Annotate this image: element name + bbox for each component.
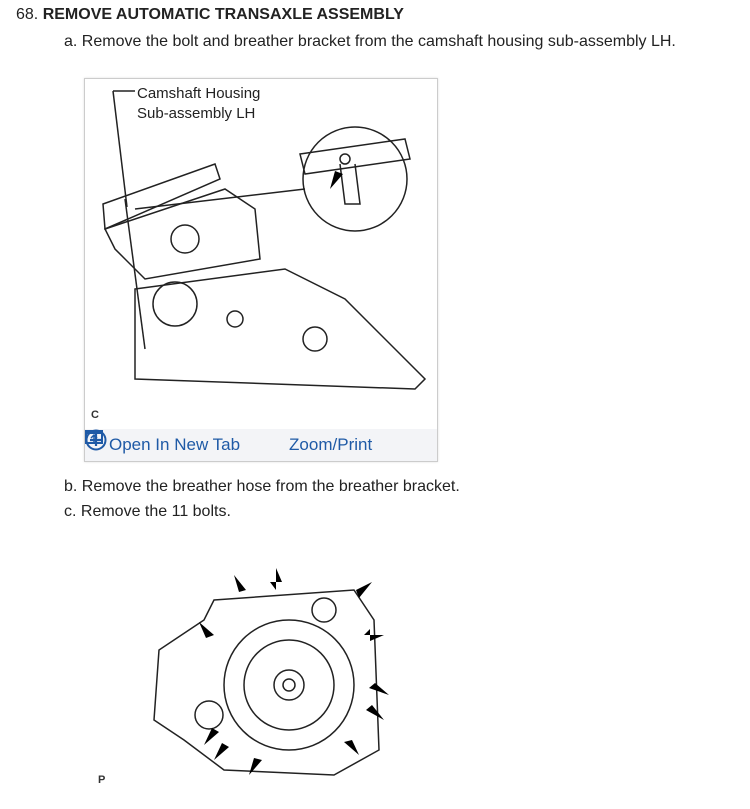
figure-code: P (98, 774, 106, 786)
figure-toolbar (85, 429, 437, 461)
figure-transaxle-bolts (84, 560, 436, 800)
transaxle-diagram (84, 560, 436, 800)
heading-title: REMOVE AUTOMATIC TRANSAXLE ASSEMBLY (42, 6, 404, 23)
callout-label: Camshaft Housing (137, 85, 261, 102)
open-in-new-tab-label: Open In New Tab (109, 435, 241, 454)
engine-diagram (85, 79, 437, 429)
open-in-new-tab-link[interactable] (99, 435, 240, 455)
zoom-print-label: Zoom/Print (289, 435, 373, 454)
figure-code: C (91, 409, 99, 421)
figure-camshaft-housing (84, 78, 438, 462)
section-heading (16, 6, 404, 24)
step-b: b. Remove the breather hose from the breather bracket. (64, 478, 460, 495)
callout-label: Sub-assembly LH (137, 105, 256, 122)
zoom-plus-icon (85, 429, 107, 451)
step-c: c. Remove the 11 bolts. (64, 503, 231, 520)
step-a: a. Remove the bolt and breather bracket from the camshaft housing sub-assembly LH. (64, 33, 676, 50)
heading-number: 68. (16, 6, 39, 23)
zoom-print-link[interactable] (286, 435, 372, 455)
